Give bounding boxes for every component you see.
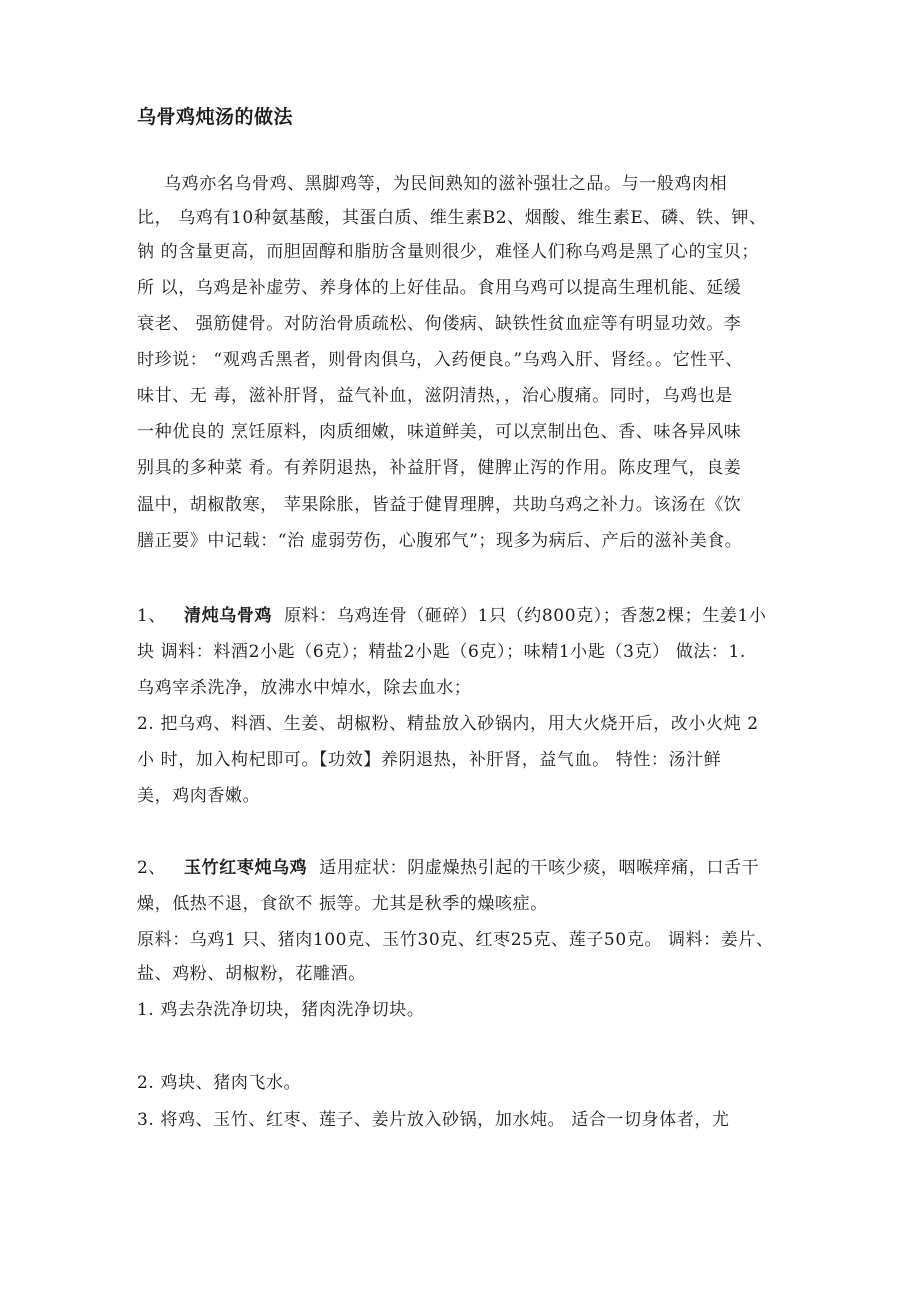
recipe-1-line: 小 时，加入枸杞即可。【功效】养阴退热，补肝肾，益气血。 特性：汤汁鲜 [137,750,722,770]
intro-line: 膳正要》中记载：“治 虚弱劳伤，心腹邪气”；现多为病后、产后的滋补美食。 [137,531,743,551]
recipe-2-step: 1. 鸡去杂洗净切块，猪肉洗净切块。 [137,1000,425,1020]
recipe-1-line: 乌鸡宰杀洗净，放沸水中焯水，除去血水； [137,678,472,698]
recipe-2-step: 3. 将鸡、玉竹、红枣、莲子、姜片放入砂锅，加水炖。 适合一切身体者，尤 [137,1110,730,1130]
recipe-name: 清炖乌骨鸡 [184,606,273,626]
recipe-1-heading-line [137,604,766,628]
intro-line: 乌鸡亦名乌骨鸡、黑脚鸡等，为民间熟知的滋补强壮之品。与一般鸡肉相 [164,174,728,194]
intro-line: 时珍说： “观鸡舌黑者，则骨肉俱乌，入药便良。”乌鸡入肝、肾经。。它性平、 [137,350,743,370]
recipe-1-line: 块 调料：料酒2小匙（6克）；精盐2小匙（6克）；味精1小匙（3克） 做法：1. [137,642,746,662]
recipe-1-line: 美，鸡肉香嫩。 [137,786,261,806]
document-title: 乌骨鸡炖汤的做法 [137,106,294,128]
recipe-text: 适用症状：阴虚燥热引起的干咳少痰，咽喉痒痛，口舌干 [319,858,760,878]
recipe-name: 玉竹红枣炖乌鸡 [184,858,308,878]
intro-line: 一种优良的 烹饪原料，肉质细嫩，味道鲜美，可以烹制出色、香、味各异风味 [137,422,742,442]
recipe-text: 原料：乌鸡连骨（砸碎）1只（约800克）；香葱2棵；生姜1小 [284,606,767,626]
intro-line: 比， 乌鸡有10种氨基酸，其蛋白质、维生素B2、烟酸、维生素E、磷、铁、钾、 [137,208,767,228]
recipe-1-line: 2. 把乌鸡、料酒、生姜、胡椒粉、精盐放入砂锅内，用大火烧开后，改小火炖 2 [137,714,759,734]
intro-line: 衰老、 强筋健骨。对防治骨质疏松、佝偻病、缺铁性贫血症等有明显功效。李 [137,314,742,334]
recipe-2-line: 燥，低热不退，食欲不 振等。尤其是秋季的燥咳症。 [137,894,548,914]
recipe-2-line: 盐、鸡粉、胡椒粉，花雕酒。 [137,964,366,984]
intro-line: 所 以，乌鸡是补虚劳、养身体的上好佳品。食用乌鸡可以提高生理机能、延缓 [137,278,742,298]
intro-line: 别具的多种菜 肴。有养阴退热，补益肝肾，健脾止泻的作用。陈皮理气，良姜 [137,458,742,478]
recipe-number: 2、 [137,858,167,878]
recipe-number: 1、 [137,606,167,626]
recipe-2-line: 原料：乌鸡1 只、猪肉100克、玉竹30克、红枣25克、莲子50克。 调料：姜片、 [137,930,774,950]
intro-line: 温中，胡椒散寒， 苹果除胀，皆益于健胃理脾，共助乌鸡之补力。该汤在《饮 [137,495,742,515]
intro-line: 钠 的含量更高，而胆固醇和脂肪含量则很少，难怪人们称乌鸡是黑了心的宝贝； [137,242,760,262]
intro-line: 味甘、无 毒，滋补肝肾，益气补血，滋阴清热，，治心腹痛。同时，乌鸡也是 [137,386,733,406]
recipe-2-heading-line [137,856,759,880]
recipe-2-step: 2. 鸡块、猪肉飞水。 [137,1073,302,1093]
